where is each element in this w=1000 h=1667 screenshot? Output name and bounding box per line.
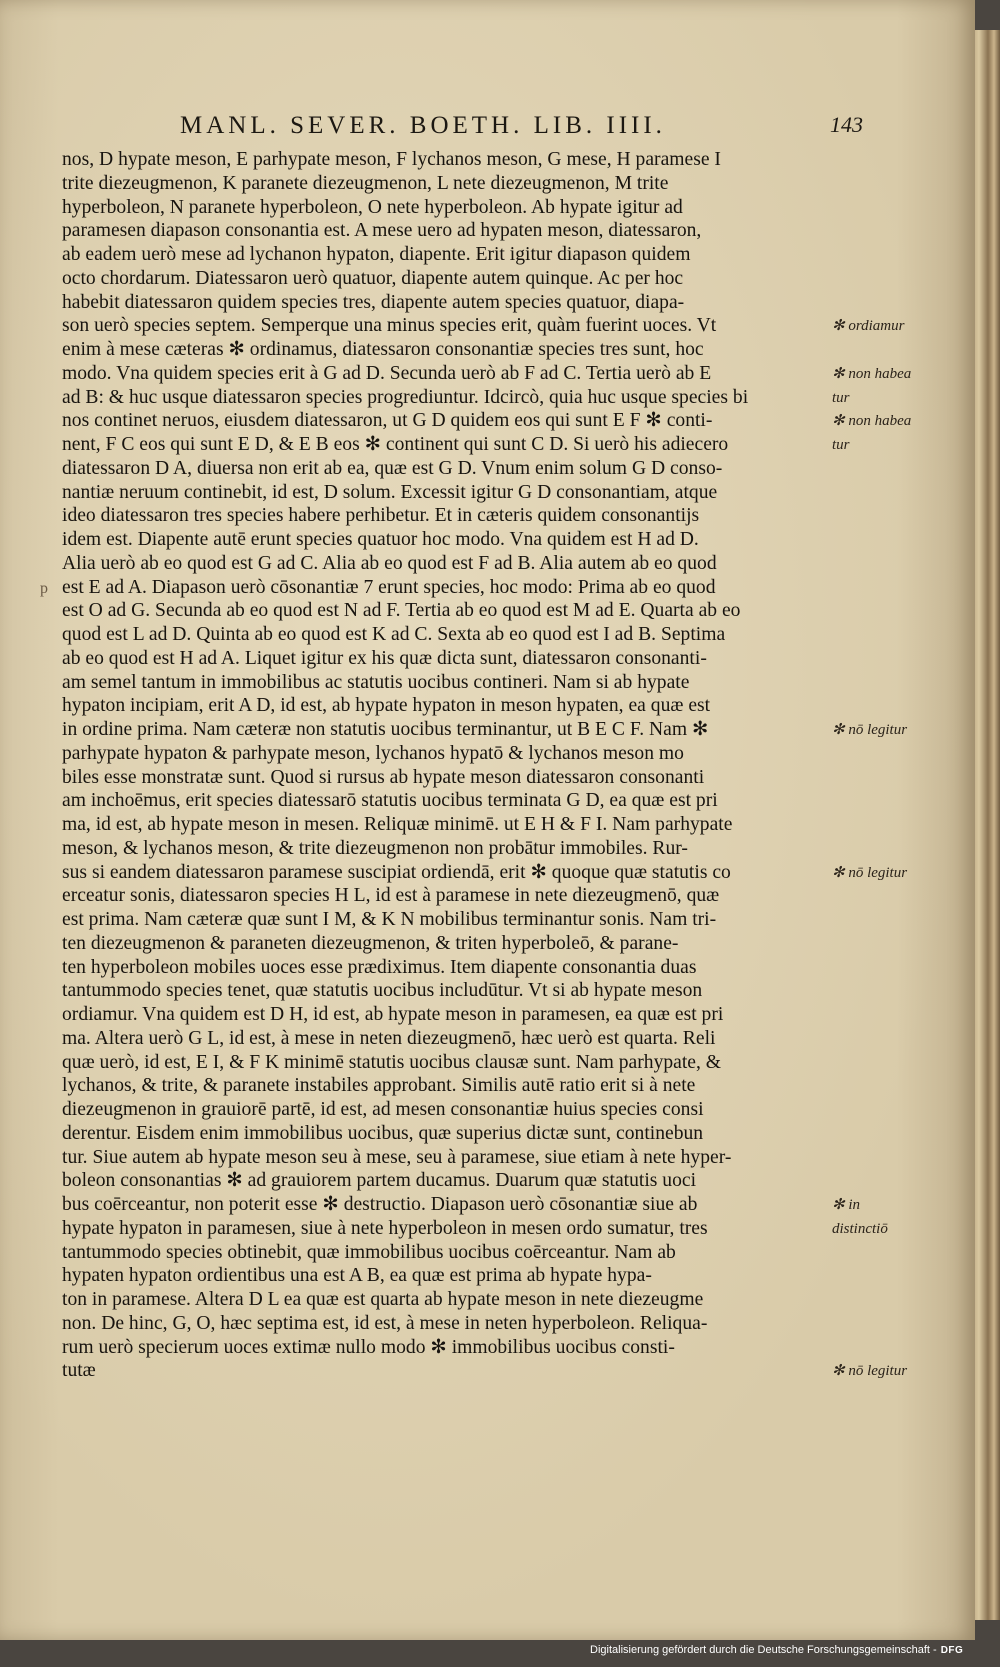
text-line: son uerò species septem. Semperque una minus species erit, quàm fuerint uoces. Vt	[62, 315, 717, 337]
folio-number: 143	[830, 112, 863, 137]
text-line: tantummodo species obtinebit, quæ immobilibus uocibus coērceantur. Nam ab	[62, 1241, 676, 1263]
text-line: est O ad G. Secunda ab eo quod est N ad F. Tertia ab eo quod est M ad E. Quarta ab eo	[62, 600, 741, 622]
text-line: hypaten hypaton ordientibus una est A B, ea quæ est prima ab hypate hypa-	[62, 1265, 652, 1287]
text-line: biles esse monstratæ sunt. Quod si rursus ab hypate meson diatessaron consonanti	[62, 766, 705, 788]
text-line: derentur. Eisdem enim immobilibus uocibus, quæ superius dictæ sunt, continebun	[62, 1122, 704, 1144]
text-line: idem est. Diapente autē erunt species quatuor hoc modo. Vna quidem est H ad D.	[62, 529, 699, 550]
text-line: nent, F C eos qui sunt E D, & E B eos ✻ continent qui sunt C D. Si uerò his adiecero	[62, 434, 729, 455]
text-line: quod est L ad D. Quinta ab eo quod est K ad C. Sexta ab eo quod est I ad B. Septima	[62, 624, 726, 645]
text-line: hyperboleon, N paranete hyperboleon, O nete hyperboleon. Ab hypate igitur ad	[62, 196, 683, 218]
pencil-mark: p	[40, 580, 48, 597]
text-line: ab eo quod est H ad A. Liquet igitur ex his quæ dicta sunt, diatessaron consonanti-	[62, 647, 707, 669]
margin-note: ✻ non habea	[832, 413, 912, 430]
text-line: ab eadem uerò mese ad lychanon hypaton, diapente. Erit igitur diapason quidem	[62, 244, 691, 265]
margin-note: ✻ non habea	[832, 365, 912, 382]
text-line: ad B: & huc usque diatessaron species progrediuntur. Idcircò, quia huc usque species bi	[62, 386, 749, 408]
text-line: quæ uerò, id est, E I, & F K minimē statutis uocibus clausæ sunt. Nam parhypate, &	[62, 1051, 722, 1073]
text-line: habebit diatessaron quidem species tres, diapente autem species quatuor, diapa-	[62, 291, 685, 313]
text-line: nos continet neruos, eiusdem diatessaron, ut G D quidem eos qui sunt E F ✻ conti-	[62, 410, 713, 432]
text-line: bus coērceantur, non poterit esse ✻ destructio. Diapason uerò cōsonantiæ siue ab	[62, 1194, 698, 1215]
main-text	[62, 148, 912, 1383]
text-line: octo chordarum. Diatessaron uerò quatuor, diapente autem quinque. Ac per hoc	[62, 267, 684, 289]
text-line: diezeugmenon in grauiorē partē, id est, ad mesen consonantiæ huius species consi	[62, 1099, 704, 1120]
digitization-footer	[590, 1644, 963, 1656]
margin-note: ✻ in	[832, 1197, 860, 1213]
text-line: ma, id est, ab hypate meson in mesen. Reliquæ minimē. ut E H & F I. Nam parhypate	[62, 814, 733, 835]
text-line: tur. Siue autem ab hypate meson seu à mese, seu à paramese, siue etiam à nete hyper-	[62, 1146, 732, 1168]
margin-note: ✻ nō legitur	[832, 722, 908, 738]
text-line: erceatur sonis, diatessaron species H L, id est à paramese in nete diezeugmenō, quæ	[62, 885, 720, 907]
text-line: nantiæ neruum continebit, id est, D solum. Excessit igitur G D consonantiam, atque	[62, 481, 718, 503]
text-line: non. De hinc, G, O, hæc septima est, id est, à mese in neten hyperboleon. Reliqua-	[62, 1312, 708, 1334]
text-line: ordiamur. Vna quidem est D H, id est, ab hypate meson in paramesen, ea quæ est pri	[62, 1004, 724, 1025]
text-line: tutæ	[62, 1360, 96, 1382]
text-line: paramesen diapason consonantia est. A mese uero ad hypaten meson, diatessaron,	[62, 220, 702, 242]
text-line: in ordine prima. Nam cæteræ non statutis uocibus terminantur, ut B E C F. Nam ✻	[62, 719, 709, 740]
text-line: ton in paramese. Altera D L ea quæ est quarta ab hypate meson in nete diezeugme	[62, 1289, 704, 1310]
text-line: parhypate hypaton & parhypate meson, lychanos hypatō & lychanos meson mo	[62, 742, 684, 764]
text-line: ma. Altera uerò G L, id est, à mese in neten diezeugmenō, hæc uerò est quarta. Reli	[62, 1027, 716, 1049]
text-line: meson, & lychanos meson, & trite diezeugmenon non probātur immobiles. Rur-	[62, 837, 688, 859]
text-line: hypate hypaton in paramesen, siue à nete hyperboleon in mesen ordo sumatur, tres	[62, 1217, 708, 1239]
margin-note: ✻ nō legitur	[832, 864, 908, 881]
margin-note: distinctiō	[832, 1220, 888, 1237]
text-line: tantummodo species tenet, quæ statutis uocibus includūtur. Vt si ab hypate meson	[62, 980, 703, 1002]
page-header	[180, 112, 863, 142]
margin-note: ✻ nō legitur	[832, 1363, 908, 1380]
text-line: ten hyperboleon mobiles uoces esse prædiximus. Item diapente consonantia duas	[62, 956, 697, 978]
text-line: ten diezeugmenon & paraneten diezeugmenon, & triten hyperboleō, & parane-	[62, 932, 679, 954]
margin-note: ✻ ordiamur	[832, 318, 905, 335]
text-line: est prima. Nam cæteræ quæ sunt I M, & K N mobilibus terminantur sonis. Nam tri-	[62, 909, 717, 930]
margin-note: tur	[832, 389, 850, 406]
text-line: boleon consonantias ✻ ad grauiorem partem ducamus. Duarum quæ statutis uoci	[62, 1170, 697, 1192]
text-line: rum uerò specierum uoces extimæ nullo modo ✻ immobilibus uocibus consti-	[62, 1336, 675, 1358]
margin-note: tur	[832, 437, 850, 453]
text-line: sus si eandem diatessaron paramese suscipiat ordiendā, erit ✻ quoque quæ statutis co	[62, 861, 731, 883]
text-line: nos, D hypate meson, E parhypate meson, F lychanos meson, G mese, H paramese I	[62, 149, 721, 170]
text-line: Alia uerò ab eo quod est G ad C. Alia ab eo quod est F ad B. Alia autem ab eo quod	[62, 552, 717, 574]
text-line: am inchoēmus, erit species diatessarō statutis uocibus terminata G D, ea quæ est pri	[62, 790, 718, 812]
text-line: enim à mese cæteras ✻ ordinamus, diatessaron consonantiæ species tres sunt, hoc	[62, 339, 704, 360]
text-line: ideo diatessaron tres species habere perhibetur. Et in cæteris quidem consonantijs	[62, 505, 700, 527]
text-line: trite diezeugmenon, K paranete diezeugmenon, L nete diezeugmenon, M trite	[62, 172, 669, 194]
text-line: diatessaron D A, diuersa non erit ab ea, quæ est G D. Vnum enim solum G D conso-	[62, 457, 723, 479]
running-head: MANL. SEVER. BOETH. LIB. IIII.	[180, 112, 666, 139]
footer-credit: Digitalisierung gefördert durch die Deutsche Forschungsgemeinschaft -	[590, 1644, 937, 1656]
text-line: modo. Vna quidem species erit à G ad D. Secunda uerò ab F ad C. Tertia uerò ab E	[62, 362, 712, 384]
text-line: am semel tantum in immobilibus ac statutis uocibus contineri. Nam si ab hypate	[62, 671, 690, 693]
text-line: lychanos, & trite, & paranete instabiles approbant. Similis autē ratio erit si à nete	[62, 1075, 696, 1097]
text-line: hypaton incipiam, erit A D, id est, ab hypate hypaton in meson hypaten, ea quæ est	[62, 695, 711, 717]
text-line: est E ad A. Diapason uerò cōsonantiæ 7 erunt species, hoc modo: Prima ab eo quod	[62, 576, 716, 598]
dfg-logo: DFG	[940, 1644, 964, 1656]
